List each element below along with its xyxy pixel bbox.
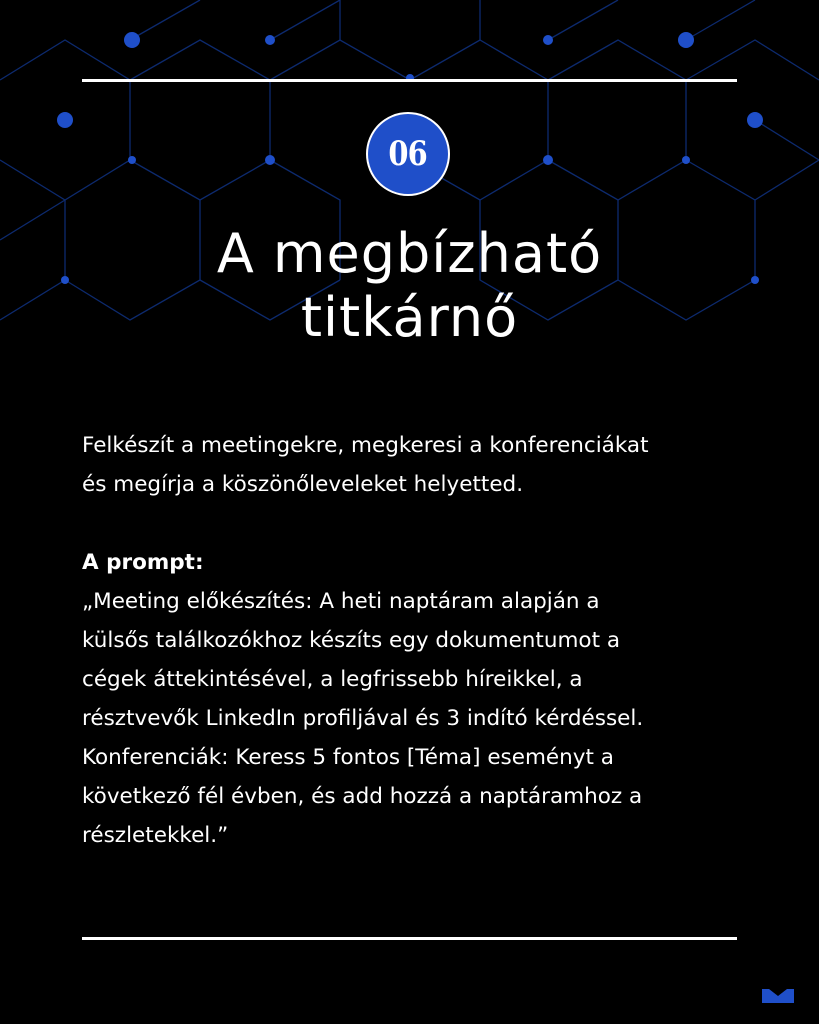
body-text: [82, 426, 742, 855]
intro-line-2: és megírja a köszönőleveleket helyetted.: [82, 472, 524, 497]
prompt-label: A prompt:: [82, 550, 204, 575]
prompt-line-5: Konferenciák: Keress 5 fontos [Téma] eseményt a: [82, 745, 614, 770]
prompt-line-1: „Meeting előkészítés: A heti naptáram alapján a: [82, 589, 600, 614]
intro-line-1: Felkészít a meetingekre, megkeresi a konferenciákat: [82, 433, 649, 458]
prompt-paragraph: [82, 543, 742, 855]
title-line-2: titkárnő: [300, 286, 519, 349]
title-line-1: A megbízható: [216, 222, 603, 285]
bottom-divider: [82, 937, 737, 940]
intro-paragraph: [82, 426, 742, 504]
top-divider: [82, 79, 737, 82]
step-number-badge: [368, 114, 448, 194]
prompt-line-6: következő fél évben, és add hozzá a naptáramhoz a: [82, 784, 643, 809]
prompt-line-4: résztvevők LinkedIn profiljával és 3 indító kérdéssel.: [82, 706, 644, 731]
prompt-line-7: részletekkel.”: [82, 823, 229, 848]
page-title: [82, 222, 737, 350]
step-number: 06: [388, 134, 428, 174]
brand-logo-icon: [762, 989, 794, 1003]
prompt-line-3: cégek áttekintésével, a legfrissebb híreikkel, a: [82, 667, 583, 692]
prompt-line-2: külsős találkozókhoz készíts egy dokumentumot a: [82, 628, 621, 653]
